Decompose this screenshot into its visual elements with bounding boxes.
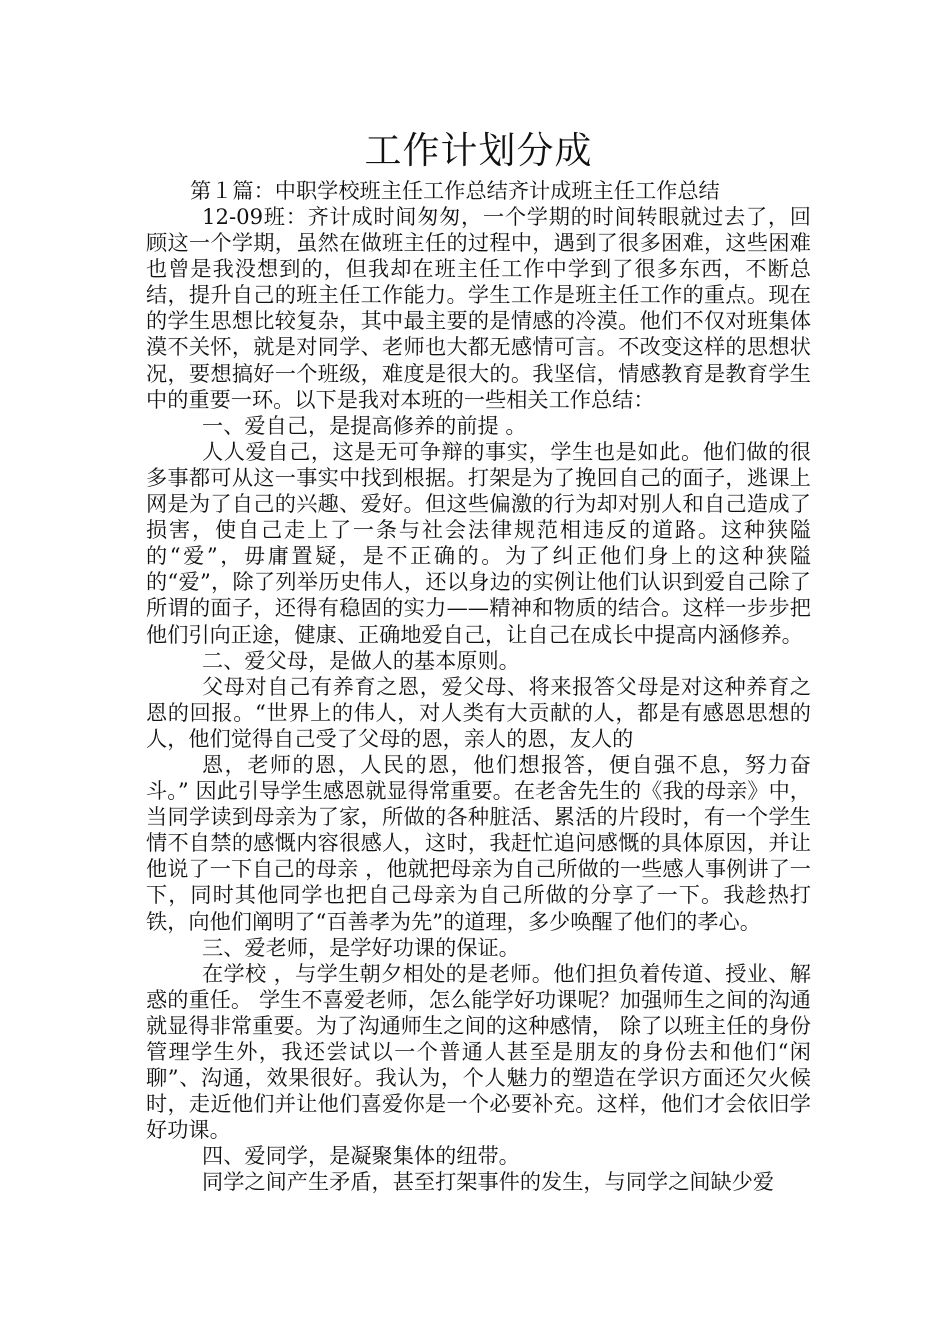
article-subtitle: 第１篇：中职学校班主任工作总结齐计成班主任工作总结 [190, 178, 720, 203]
paragraph-intro: 12-09班：齐计成时间匆匆，一个学期的时间转眼就过去了，回顾这一个学期，虽然在做班主任的过程中，遇到了很多困难，这些困难也曾是我没想到的，但我却在班主任工作中学到了很多东西，不断总结，提升自己的班主任工作能力。学生工作是班主任工作的重点。现在的学生思想比较复杂，其中最主要的是情感的冷漠。他们不仅对班集体漠不关怀，就是对同学、老师也大都无感情可言。不改变这样的思想状况，要想搞好一个班级，难度是很大的。我坚信，情感教育是教育学生中的重要一环。以下是我对本班的一些相关工作总结： [146, 204, 811, 412]
paragraph-section-2b: 恩，老师的恩，人民的恩，他们想报答，便自强不息，努力奋斗。” 因此引导学生感恩就显得常重要。在老舍先生的《我的母亲》中，当同学读到母亲为了家，所做的各种脏活、累活的片段时，有一个学生情不自禁的感慨内容很感人，这时，我赶忙追问感慨的具体原因，并让他说了一下自己的母亲 ，他就把母亲为自己所做的一些感人事例讲了一下，同时其他同学也把自己母亲为自己所做的分享了一下。我趁热打铁，向他们阐明了“百善孝为先”的道理，多少唤醒了他们的孝心。 [146, 751, 811, 934]
paragraph-section-3: 在学校 ，与学生朝夕相处的是老师。他们担负着传道、授业、解惑的重任。 学生不喜爱老师，怎么能学好功课呢？加强师生之间的沟通就显得非常重要。为了沟通师生之间的这种感情， 除了以班主任的身份管理学生外，我还尝试以一个普通人甚至是朋友的身份去和他们“闲聊”、沟通，效果很好。我认为，个人魅力的塑造在学识方面还欠火候时，走近他们并让他们喜爱你是一个必要补充。这样，他们才会依旧学好功课。 [146, 960, 811, 1143]
paragraph-section-4: 同学之间产生矛盾，甚至打架事件的发生，与同学之间缺少爱 [202, 1169, 775, 1195]
section-heading-2: 二、爱父母，是做人的基本原则。 [202, 647, 520, 673]
section-heading-1: 一、爱自己，是提高修养的前提 。 [202, 412, 527, 438]
section-heading-3: 三、爱老师，是学好功课的保证。 [202, 934, 520, 960]
document-page [146, 128, 811, 1196]
paragraph-section-2a: 父母对自己有养育之恩，爱父母、将来报答父母是对这种养育之恩的回报。“世界上的伟人，对人类有大贡献的人，都是有感恩思想的人，他们觉得自己受了父母的恩，亲人的恩，友人的 [146, 673, 811, 751]
document-title: 工作计划分成 [364, 129, 593, 172]
section-heading-4: 四、爱同学，是凝聚集体的纽带。 [202, 1143, 520, 1169]
paragraph-section-1: 人人爱自己，这是无可争辩的事实，学生也是如此。他们做的很多事都可从这一事实中找到根据。打架是为了挽回自己的面子，逃课上网是为了自己的兴趣、爱好。但这些偏激的行为却对别人和自己造成了损害，使自己走上了一条与社会法律规范相违反的道路。这种狭隘的“爱”，毋庸置疑，是不正确的。为了纠正他们身上的这种狭隘的“爱”，除了列举历史伟人，还以身边的实例让他们认识到爱自己除了所谓的面子，还得有稳固的实力——精神和物质的结合。这样一步步把他们引向正途，健康、正确地爱自己，让自己在成长中提高内涵修养。 [146, 438, 811, 647]
